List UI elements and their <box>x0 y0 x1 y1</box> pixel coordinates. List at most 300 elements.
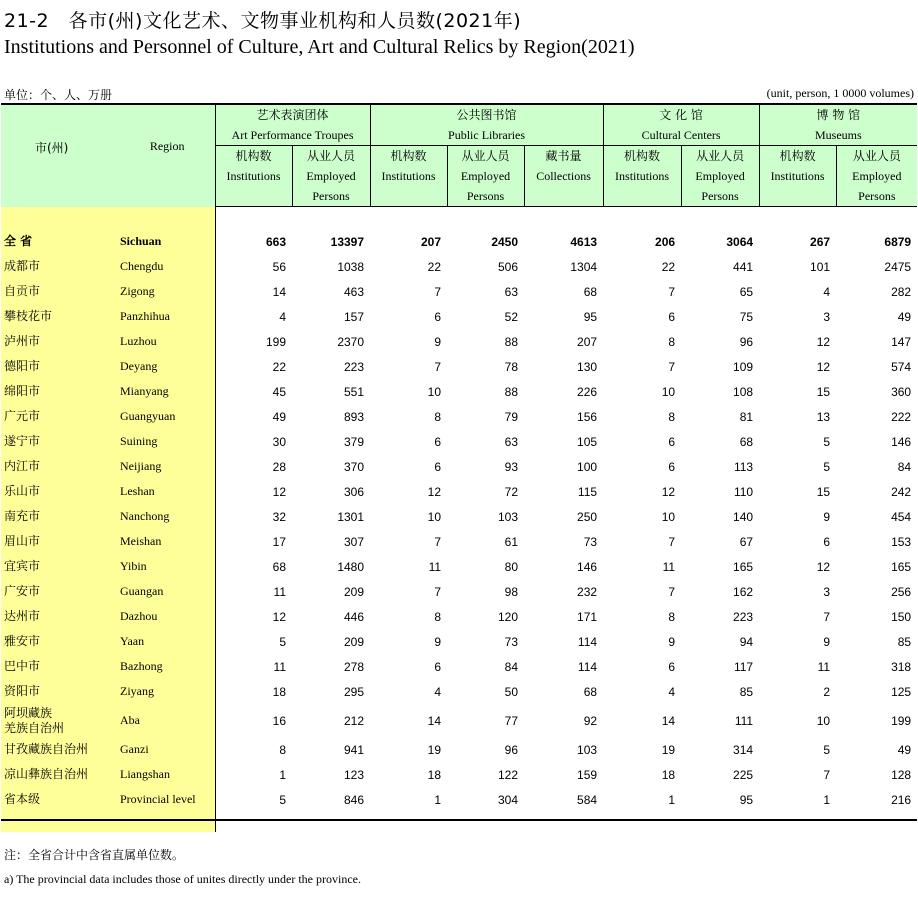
value-cell: 68 <box>272 559 287 574</box>
value-cell: 22 <box>661 259 676 274</box>
spacer-row <box>1 207 917 230</box>
region-name-en: Mianyang <box>112 379 215 404</box>
region-name-cn <box>1 479 112 504</box>
value-cell: 103 <box>498 509 519 524</box>
value-cell: 1 <box>668 792 676 807</box>
sub-label-cn: 机构数 <box>390 149 427 163</box>
value-cell: 242 <box>891 484 912 499</box>
region-name-en: Yaan <box>112 629 215 654</box>
value-cell: 114 <box>577 634 598 649</box>
header-city-cn: 市(州) <box>35 141 69 156</box>
value-cell: 88 <box>504 334 519 349</box>
value-cell: 14 <box>661 713 676 728</box>
value-cell: 1480 <box>337 559 365 574</box>
value-cell: 12 <box>816 334 831 349</box>
col-museums-institutions <box>759 146 836 207</box>
table-row <box>1 429 917 454</box>
value-cell: 165 <box>733 559 754 574</box>
sub-label-cn: 从业人员 <box>852 149 901 163</box>
value-cell: 22 <box>427 259 442 274</box>
region-cn-text: 遂宁市 <box>4 434 41 448</box>
table-row <box>1 604 917 629</box>
region-name-cn <box>1 704 112 737</box>
sub-label-en: Institutions <box>615 169 670 183</box>
sub-label-cn: 机构数 <box>624 149 661 163</box>
region-name-cn <box>1 454 112 479</box>
region-name-cn <box>1 429 112 454</box>
region-name-en: Guangyuan <box>112 404 215 429</box>
value-cell: 7 <box>668 284 676 299</box>
page-title-cn: 21-2 各市(州)文化艺术、文物事业机构和人员数(2021年) <box>4 10 522 32</box>
value-cell: 111 <box>734 713 754 728</box>
table-row <box>1 504 917 529</box>
region-cn-text: 阿坝藏族 <box>4 705 53 720</box>
sub-label-en: Employed <box>306 169 356 183</box>
value-cell: 9 <box>668 634 676 649</box>
value-cell: 1 <box>279 767 287 782</box>
value-cell: 110 <box>733 484 754 499</box>
region-name-cn <box>1 554 112 579</box>
region-name-cn <box>1 354 112 379</box>
col-libraries-institutions <box>370 146 447 207</box>
value-cell: 6 <box>668 309 676 324</box>
region-name-en: Aba <box>112 704 215 737</box>
value-cell: 441 <box>733 259 754 274</box>
region-name-en: Provincial level <box>112 787 215 812</box>
value-cell: 123 <box>344 767 365 782</box>
value-cell: 941 <box>344 742 365 757</box>
region-name-en: Nanchong <box>112 504 215 529</box>
value-cell: 49 <box>897 309 912 324</box>
value-cell: 56 <box>272 259 287 274</box>
value-cell: 318 <box>891 659 912 674</box>
region-name-cn <box>1 404 112 429</box>
region-cn-text: 广安市 <box>4 584 41 598</box>
value-cell: 65 <box>739 284 754 299</box>
value-cell: 199 <box>265 334 287 349</box>
value-cell: 8 <box>434 409 442 424</box>
value-cell: 105 <box>577 434 598 449</box>
value-cell: 5 <box>823 742 831 757</box>
value-cell: 6 <box>668 459 676 474</box>
value-cell: 7 <box>434 534 442 549</box>
table-row <box>1 354 917 379</box>
table-row <box>1 329 917 354</box>
value-cell: 93 <box>504 459 519 474</box>
value-cell: 223 <box>344 359 365 374</box>
value-cell: 14 <box>272 284 287 299</box>
value-cell: 7 <box>434 584 442 599</box>
value-cell: 12 <box>427 484 442 499</box>
sub-label-en: Employed <box>460 169 511 183</box>
region-name-en: Chengdu <box>112 254 215 279</box>
value-cell: 153 <box>891 534 912 549</box>
value-cell: 49 <box>897 742 912 757</box>
region-name-cn <box>1 762 112 787</box>
table-row <box>1 279 917 304</box>
value-cell: 80 <box>504 559 519 574</box>
value-cell: 18 <box>427 767 442 782</box>
value-cell: 75 <box>739 309 754 324</box>
value-cell: 61 <box>504 534 519 549</box>
region-name-cn <box>1 629 112 654</box>
region-name-cn <box>1 329 112 354</box>
value-cell: 147 <box>891 334 912 349</box>
value-cell: 10 <box>661 509 676 524</box>
value-cell: 225 <box>733 767 754 782</box>
value-cell: 156 <box>577 409 598 424</box>
value-cell: 13397 <box>330 234 365 249</box>
value-cell: 6 <box>668 434 676 449</box>
unit-label-en: (unit, person, 1 0000 volumes) <box>766 86 914 100</box>
sub-label-cn: 藏书量 <box>545 149 582 163</box>
group-label-en: Cultural Centers <box>641 128 721 142</box>
value-cell: 282 <box>891 284 912 299</box>
value-cell: 199 <box>891 713 912 728</box>
value-cell: 15 <box>816 384 831 399</box>
value-cell: 206 <box>655 234 676 249</box>
value-cell: 463 <box>344 284 365 299</box>
value-cell: 8 <box>668 609 676 624</box>
sub-label-en: Employed <box>852 169 902 183</box>
value-cell: 50 <box>504 684 519 699</box>
value-cell: 45 <box>272 384 287 399</box>
col-libraries-collections <box>524 146 603 207</box>
value-cell: 32 <box>272 509 287 524</box>
sub-label-cn: 机构数 <box>779 149 816 163</box>
value-cell: 207 <box>577 334 598 349</box>
value-cell: 140 <box>733 509 754 524</box>
region-name-en: Yibin <box>112 554 215 579</box>
value-cell: 8 <box>668 334 676 349</box>
value-cell: 10 <box>427 509 442 524</box>
value-cell: 7 <box>668 534 676 549</box>
table-row <box>1 704 917 737</box>
region-cn-text: 凉山彝族自治州 <box>4 767 89 781</box>
value-cell: 63 <box>504 284 519 299</box>
value-cell: 68 <box>739 434 754 449</box>
value-cell: 67 <box>739 534 754 549</box>
value-cell: 12 <box>272 609 287 624</box>
region-cn-text: 省本级 <box>4 792 41 806</box>
value-cell: 49 <box>272 409 287 424</box>
region-cn-text: 攀枝花市 <box>4 309 53 323</box>
value-cell: 6 <box>434 434 442 449</box>
region-cn-text: 甘孜藏族自治州 <box>4 742 89 756</box>
value-cell: 2475 <box>884 259 912 274</box>
header-group-libraries <box>370 104 603 146</box>
value-cell: 146 <box>891 434 912 449</box>
value-cell: 3 <box>823 584 831 599</box>
value-cell: 96 <box>739 334 754 349</box>
value-cell: 209 <box>344 634 365 649</box>
value-cell: 79 <box>504 409 519 424</box>
value-cell: 295 <box>344 684 365 699</box>
value-cell: 267 <box>810 234 831 249</box>
region-name-en: Neijiang <box>112 454 215 479</box>
value-cell: 10 <box>427 384 442 399</box>
value-cell: 18 <box>272 684 287 699</box>
value-cell: 11 <box>662 559 676 574</box>
value-cell: 207 <box>421 234 442 249</box>
value-cell: 122 <box>498 767 519 782</box>
value-cell: 1038 <box>337 259 365 274</box>
value-cell: 11 <box>817 659 831 674</box>
value-cell: 209 <box>344 584 365 599</box>
value-cell: 304 <box>498 792 519 807</box>
table-row <box>1 737 917 762</box>
footnote-en: a) The provincial data includes those of unites directly under the province. <box>4 872 361 886</box>
value-cell: 84 <box>897 459 912 474</box>
value-cell: 85 <box>739 684 754 699</box>
value-cell: 7 <box>434 284 442 299</box>
region-name-en: Ziyang <box>112 679 215 704</box>
header-region-cell <box>1 104 215 207</box>
region-cn-text: 达州市 <box>4 609 41 623</box>
value-cell: 120 <box>498 609 519 624</box>
value-cell: 96 <box>504 742 519 757</box>
value-cell: 6 <box>823 534 831 549</box>
table-row-total <box>1 229 917 254</box>
value-cell: 8 <box>279 742 287 757</box>
region-name-cn <box>1 737 112 762</box>
region-cn-text: 宜宾市 <box>4 559 41 573</box>
value-cell: 84 <box>504 659 519 674</box>
sub-label-en: Institutions <box>226 169 281 183</box>
value-cell: 212 <box>344 713 365 728</box>
value-cell: 11 <box>428 559 442 574</box>
region-name-cn <box>1 304 112 329</box>
region-cn-text: 成都市 <box>4 259 41 273</box>
value-cell: 171 <box>577 609 598 624</box>
table-row <box>1 629 917 654</box>
value-cell: 63 <box>504 434 519 449</box>
value-cell: 6 <box>434 459 442 474</box>
header-group-museums <box>759 104 917 146</box>
region-name-en: Luzhou <box>112 329 215 354</box>
value-cell: 11 <box>273 584 287 599</box>
value-cell: 7 <box>434 359 442 374</box>
value-cell: 3 <box>823 309 831 324</box>
table-row <box>1 254 917 279</box>
value-cell: 11 <box>273 659 287 674</box>
table-row <box>1 379 917 404</box>
col-troupes-employed <box>292 146 370 207</box>
value-cell: 370 <box>344 459 365 474</box>
value-cell: 22 <box>272 359 287 374</box>
value-cell: 19 <box>427 742 442 757</box>
value-cell: 7 <box>823 767 831 782</box>
region-name-en: Liangshan <box>112 762 215 787</box>
value-cell: 52 <box>504 309 519 324</box>
sub-label-en: Institutions <box>770 169 825 183</box>
table-row <box>1 404 917 429</box>
value-cell: 159 <box>577 767 598 782</box>
value-cell: 256 <box>891 584 912 599</box>
value-cell: 72 <box>504 484 519 499</box>
sub-label-en: Institutions <box>381 169 436 183</box>
value-cell: 68 <box>583 684 598 699</box>
value-cell: 14 <box>427 713 442 728</box>
region-cn-text: 巴中市 <box>4 659 41 673</box>
sub-label-cn: 机构数 <box>235 149 272 163</box>
table-row <box>1 304 917 329</box>
value-cell: 150 <box>891 609 912 624</box>
value-cell: 101 <box>810 259 831 274</box>
region-name-cn <box>1 579 112 604</box>
value-cell: 100 <box>577 459 598 474</box>
value-cell: 551 <box>344 384 365 399</box>
region-cn-text: 自贡市 <box>4 284 41 298</box>
region-name-en: Meishan <box>112 529 215 554</box>
region-cn-text: 泸州市 <box>4 334 41 348</box>
value-cell: 85 <box>897 634 912 649</box>
group-label-en: Art Performance Troupes <box>231 128 354 142</box>
sub-label-en: Persons <box>701 189 739 203</box>
value-cell: 1301 <box>337 509 365 524</box>
value-cell: 162 <box>733 584 754 599</box>
value-cell: 109 <box>733 359 754 374</box>
col-centers-institutions <box>603 146 681 207</box>
value-cell: 446 <box>344 609 365 624</box>
value-cell: 114 <box>577 659 598 674</box>
value-cell: 5 <box>279 792 287 807</box>
value-cell: 9 <box>823 509 831 524</box>
value-cell: 226 <box>577 384 598 399</box>
value-cell: 12 <box>661 484 676 499</box>
value-cell: 216 <box>891 792 912 807</box>
col-museums-employed <box>836 146 917 207</box>
value-cell: 8 <box>434 609 442 624</box>
table-row <box>1 479 917 504</box>
header-group-troupes <box>215 104 370 146</box>
value-cell: 10 <box>661 384 676 399</box>
sub-label-cn: 从业人员 <box>307 149 356 163</box>
value-cell: 103 <box>577 742 598 757</box>
table-row <box>1 454 917 479</box>
value-cell: 18 <box>661 767 676 782</box>
value-cell: 3064 <box>726 234 754 249</box>
region-name-en: Sichuan <box>112 229 215 254</box>
value-cell: 125 <box>891 684 912 699</box>
value-cell: 6 <box>434 659 442 674</box>
value-cell: 30 <box>272 434 287 449</box>
value-cell: 15 <box>816 484 831 499</box>
value-cell: 222 <box>891 409 912 424</box>
region-name-en: Suining <box>112 429 215 454</box>
value-cell: 4613 <box>570 234 598 249</box>
data-table <box>1 103 917 832</box>
region-name-cn <box>1 504 112 529</box>
page-title-en: Institutions and Personnel of Culture, Art and Cultural Relics by Region(2021) <box>4 36 635 58</box>
region-name-cn <box>1 679 112 704</box>
value-cell: 12 <box>816 559 831 574</box>
value-cell: 92 <box>583 713 598 728</box>
value-cell: 115 <box>577 484 598 499</box>
region-name-cn <box>1 229 112 254</box>
region-name-en: Deyang <box>112 354 215 379</box>
value-cell: 68 <box>583 284 598 299</box>
sub-label-cn: 从业人员 <box>461 149 510 163</box>
value-cell: 73 <box>583 534 598 549</box>
table-body <box>1 207 917 833</box>
value-cell: 73 <box>504 634 519 649</box>
value-cell: 5 <box>823 434 831 449</box>
group-label-en: Public Libraries <box>448 128 526 142</box>
table-bottom-rule <box>1 819 917 821</box>
value-cell: 8 <box>668 409 676 424</box>
region-name-en: Panzhihua <box>112 304 215 329</box>
group-label-cn: 艺术表演团体 <box>256 108 329 122</box>
value-cell: 5 <box>279 634 287 649</box>
value-cell: 12 <box>816 359 831 374</box>
sub-label-en: Collections <box>536 169 591 183</box>
region-cn-text: 资阳市 <box>4 684 41 698</box>
value-cell: 223 <box>733 609 754 624</box>
value-cell: 360 <box>891 384 912 399</box>
region-name-en: Guangan <box>112 579 215 604</box>
value-cell: 1 <box>434 792 442 807</box>
value-cell: 379 <box>344 434 365 449</box>
sub-label-en: Persons <box>858 189 896 203</box>
sub-label-en: Persons <box>466 189 505 203</box>
value-cell: 130 <box>577 359 598 374</box>
region-name-en: Zigong <box>112 279 215 304</box>
value-cell: 95 <box>739 792 754 807</box>
value-cell: 13 <box>816 409 831 424</box>
table-header <box>1 104 917 207</box>
col-libraries-employed <box>447 146 524 207</box>
region-cn-text: 广元市 <box>4 409 41 423</box>
region-name-en: Leshan <box>112 479 215 504</box>
table-row <box>1 654 917 679</box>
value-cell: 28 <box>272 459 287 474</box>
group-label-en: Museums <box>815 128 862 142</box>
value-cell: 117 <box>733 659 754 674</box>
region-cn-text: 南充市 <box>4 509 41 523</box>
value-cell: 2450 <box>491 234 519 249</box>
value-cell: 4 <box>434 684 442 699</box>
value-cell: 2370 <box>337 334 365 349</box>
value-cell: 7 <box>668 584 676 599</box>
group-label-cn: 公共图书馆 <box>456 108 517 122</box>
value-cell: 9 <box>823 634 831 649</box>
header-region-en: Region <box>149 139 185 154</box>
region-name-en: Dazhou <box>112 604 215 629</box>
value-cell: 893 <box>344 409 365 424</box>
table-row <box>1 554 917 579</box>
value-cell: 9 <box>434 634 442 649</box>
value-cell: 314 <box>733 742 754 757</box>
value-cell: 574 <box>891 359 912 374</box>
value-cell: 7 <box>823 609 831 624</box>
value-cell: 232 <box>577 584 598 599</box>
table-row <box>1 787 917 812</box>
value-cell: 88 <box>504 384 519 399</box>
region-cn-text: 德阳市 <box>4 359 41 373</box>
end-spacer-row <box>1 812 917 832</box>
value-cell: 108 <box>733 384 754 399</box>
value-cell: 7 <box>668 359 676 374</box>
table-row <box>1 529 917 554</box>
value-cell: 5 <box>823 459 831 474</box>
value-cell: 10 <box>816 713 831 728</box>
value-cell: 165 <box>891 559 912 574</box>
value-cell: 77 <box>504 713 519 728</box>
unit-label-cn: 单位：个、人、万册 <box>4 88 113 102</box>
value-cell: 307 <box>344 534 365 549</box>
region-name-en: Bazhong <box>112 654 215 679</box>
